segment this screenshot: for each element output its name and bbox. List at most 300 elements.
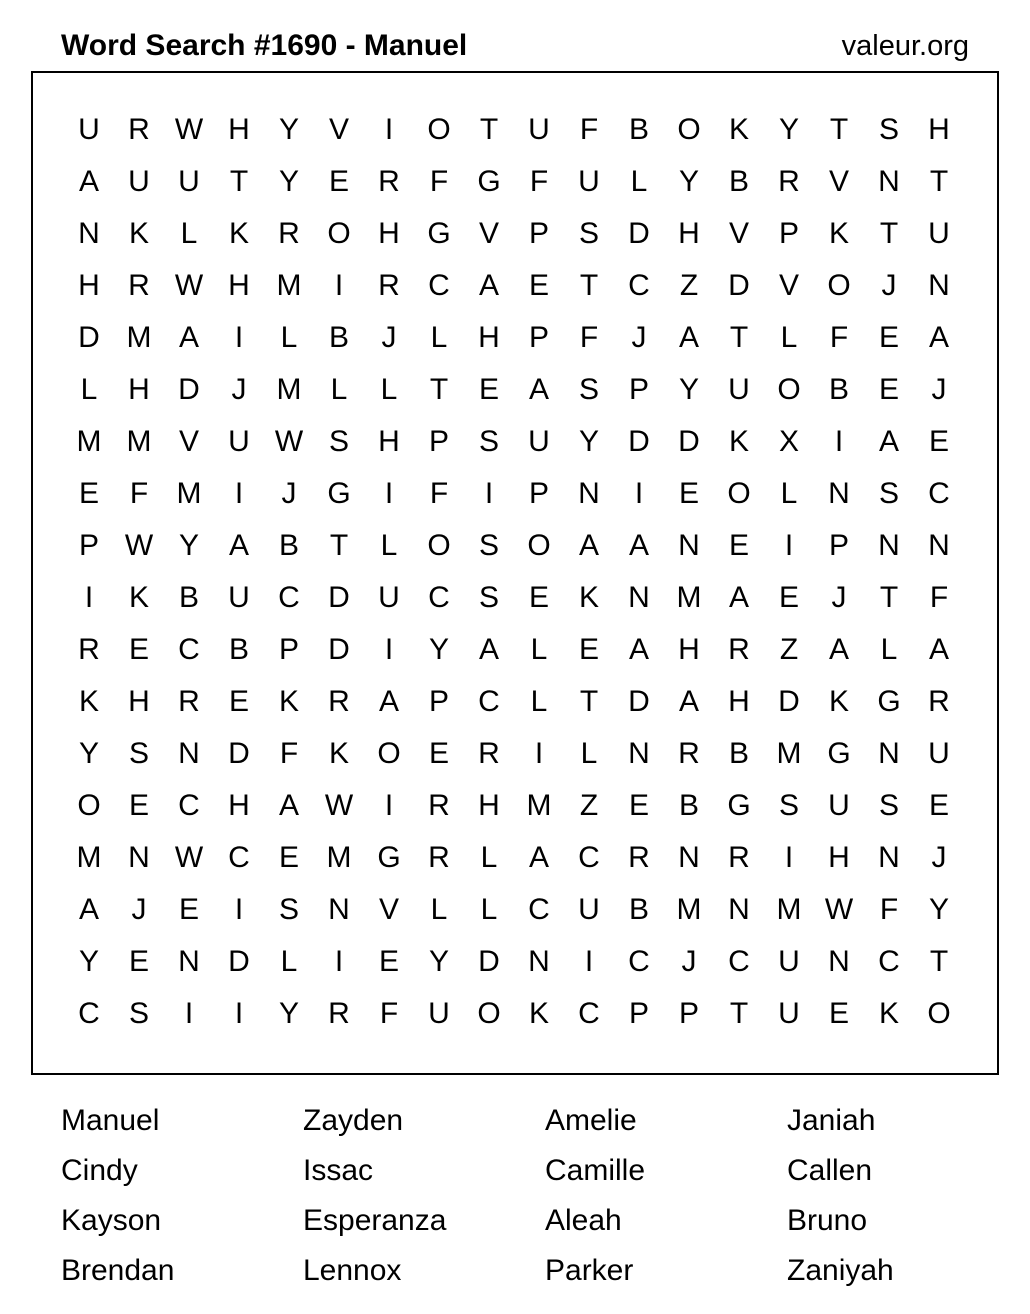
grid-letter: K [528, 997, 549, 1030]
grid-letter: A [528, 841, 549, 874]
grid-row [64, 104, 964, 156]
grid-letter: R [928, 685, 950, 718]
grid-letter: P [528, 217, 549, 250]
grid-letter: W [174, 269, 204, 302]
grid-letter: N [578, 477, 600, 510]
grid-letter: A [378, 685, 399, 718]
grid-letter: E [778, 581, 799, 614]
grid-letter: D [228, 737, 250, 770]
grid-letter: G [377, 841, 401, 874]
grid-letter: G [727, 789, 751, 822]
grid-letter: N [878, 165, 900, 198]
word-list-item: Manuel [61, 1104, 160, 1137]
grid-row [64, 364, 964, 416]
grid-letter: Y [428, 945, 449, 978]
grid-letter: U [928, 217, 950, 250]
word-list-item: Issac [303, 1154, 374, 1187]
grid-letter: L [80, 373, 98, 406]
grid-letter: Y [928, 893, 949, 926]
grid-letter: R [378, 165, 400, 198]
grid-letter: I [384, 789, 394, 822]
grid-letter: K [78, 685, 99, 718]
grid-letter: M [526, 789, 552, 822]
grid-letter: V [478, 217, 499, 250]
grid-row [64, 936, 964, 988]
grid-letter: A [678, 685, 699, 718]
grid-letter: M [126, 425, 152, 458]
grid-letter: M [126, 321, 152, 354]
grid-letter: F [429, 477, 449, 510]
grid-letter: D [778, 685, 800, 718]
grid-letter: V [728, 217, 749, 250]
grid-letter: F [579, 113, 599, 146]
grid-letter: Y [578, 425, 599, 458]
grid-row [64, 468, 964, 520]
grid-letter: I [784, 529, 794, 562]
grid-letter: I [484, 477, 494, 510]
grid-letter: J [931, 373, 947, 406]
grid-letter: O [77, 789, 101, 822]
grid-letter: E [928, 425, 949, 458]
grid-letter: V [378, 893, 399, 926]
word-list-row [61, 1246, 1029, 1296]
grid-letter: C [578, 841, 600, 874]
grid-letter: K [228, 217, 249, 250]
grid-letter: E [128, 633, 149, 666]
grid-letter: F [879, 893, 899, 926]
grid-letter: E [178, 893, 199, 926]
grid-row [64, 728, 964, 780]
grid-letter: C [628, 945, 650, 978]
header [61, 26, 969, 66]
grid-letter: J [131, 893, 147, 926]
grid-letter: U [178, 165, 200, 198]
grid-letter: F [129, 477, 149, 510]
grid-letter: H [728, 685, 750, 718]
grid-letter: E [228, 685, 249, 718]
grid-letter: R [378, 269, 400, 302]
grid-letter: N [828, 945, 850, 978]
grid-letter: C [628, 269, 650, 302]
grid-letter: H [78, 269, 100, 302]
grid-letter: F [579, 321, 599, 354]
grid-letter: Y [178, 529, 199, 562]
word-list-item: Zaniyah [787, 1254, 894, 1287]
grid-letter: A [78, 165, 99, 198]
grid-letter: R [128, 269, 150, 302]
grid-letter: T [229, 165, 249, 198]
grid-letter: R [178, 685, 200, 718]
grid-letter: L [480, 893, 498, 926]
grid-letter: H [128, 685, 150, 718]
grid-letter: L [580, 737, 598, 770]
grid-letter: I [584, 945, 594, 978]
grid-letter: J [381, 321, 397, 354]
grid-letter: C [178, 633, 200, 666]
grid-letter: A [478, 633, 499, 666]
grid-letter: F [279, 737, 299, 770]
grid-letter: K [728, 425, 749, 458]
grid-letter: J [931, 841, 947, 874]
grid-letter: J [831, 581, 847, 614]
grid-row [64, 260, 964, 312]
grid-letter: P [528, 477, 549, 510]
grid-letter: Y [278, 165, 299, 198]
grid-letter: E [828, 997, 849, 1030]
grid-letter: N [878, 529, 900, 562]
grid-letter: Y [78, 945, 99, 978]
word-list-item: Amelie [545, 1104, 637, 1137]
grid-row [64, 676, 964, 728]
grid-row [64, 624, 964, 676]
grid-letter: R [128, 113, 150, 146]
grid-letter: R [478, 737, 500, 770]
grid-letter: P [678, 997, 699, 1030]
word-list-item: Bruno [787, 1204, 868, 1237]
grid-letter: N [178, 737, 200, 770]
grid-letter: D [328, 633, 350, 666]
grid-letter: A [478, 269, 499, 302]
grid-letter: A [78, 893, 99, 926]
grid-letter: U [78, 113, 100, 146]
grid-letter: W [274, 425, 304, 458]
grid-letter: N [678, 529, 700, 562]
grid-letter: E [878, 321, 899, 354]
grid-letter: F [929, 581, 949, 614]
grid-letter: S [478, 581, 499, 614]
grid-letter: T [829, 113, 849, 146]
grid-letter: E [478, 373, 499, 406]
grid-letter: A [578, 529, 599, 562]
grid-letter: P [628, 997, 649, 1030]
grid-letter: O [327, 217, 351, 250]
grid-letter: W [124, 529, 154, 562]
grid-letter: A [228, 529, 249, 562]
grid-letter: C [728, 945, 750, 978]
grid-letter: E [278, 841, 299, 874]
grid-letter: G [427, 217, 451, 250]
grid-letter: L [430, 893, 448, 926]
grid-letter: J [881, 269, 897, 302]
grid-letter: T [879, 217, 899, 250]
grid-letter: H [478, 789, 500, 822]
word-list-item: Callen [787, 1154, 873, 1187]
grid-letter: L [880, 633, 898, 666]
grid-letter: D [228, 945, 250, 978]
grid-letter: N [928, 529, 950, 562]
grid-letter: R [728, 633, 750, 666]
grid-letter: C [78, 997, 100, 1030]
grid-letter: E [328, 165, 349, 198]
grid-letter: P [278, 633, 299, 666]
grid-letter: S [328, 425, 349, 458]
grid-letter: M [76, 841, 102, 874]
grid-row [64, 884, 964, 936]
grid-letter: C [528, 893, 550, 926]
grid-letter: I [84, 581, 94, 614]
grid-letter: O [427, 113, 451, 146]
grid-letter: T [929, 165, 949, 198]
grid-letter: C [928, 477, 950, 510]
grid-row [64, 832, 964, 884]
grid-letter: L [330, 373, 348, 406]
grid-letter: U [578, 893, 600, 926]
grid-letter: D [728, 269, 750, 302]
grid-letter: S [478, 425, 499, 458]
grid-letter: U [828, 789, 850, 822]
grid-letter: H [378, 425, 400, 458]
grid-letter: I [234, 321, 244, 354]
grid-letter: D [628, 425, 650, 458]
grid-letter: D [478, 945, 500, 978]
grid-letter: F [429, 165, 449, 198]
grid-letter: I [234, 477, 244, 510]
grid-letter: T [479, 113, 499, 146]
grid-letter: A [528, 373, 549, 406]
grid-letter: A [678, 321, 699, 354]
grid-letter: L [480, 841, 498, 874]
grid-letter: E [628, 789, 649, 822]
grid-letter: C [428, 269, 450, 302]
grid-letter: Y [678, 165, 699, 198]
grid-letter: S [878, 789, 899, 822]
grid-letter: I [634, 477, 644, 510]
grid-letter: N [928, 269, 950, 302]
grid-letter: O [777, 373, 801, 406]
grid-letter: O [677, 113, 701, 146]
grid-letter: Y [678, 373, 699, 406]
grid-letter: V [328, 113, 349, 146]
grid-letter: Z [579, 789, 599, 822]
grid-letter: R [328, 685, 350, 718]
grid-letter: K [128, 217, 149, 250]
grid-letter: R [428, 841, 450, 874]
grid-letter: P [528, 321, 549, 354]
grid-letter: R [678, 737, 700, 770]
grid-letter: S [878, 113, 899, 146]
grid-letter: G [827, 737, 851, 770]
grid-letter: K [328, 737, 349, 770]
grid-letter: I [384, 633, 394, 666]
grid-letter: I [234, 893, 244, 926]
grid-letter: T [729, 997, 749, 1030]
grid-letter: H [828, 841, 850, 874]
word-list-row [61, 1096, 1029, 1146]
grid-letter: N [878, 841, 900, 874]
grid-letter: E [128, 945, 149, 978]
grid-letter: Z [779, 633, 799, 666]
grid-letter: I [384, 477, 394, 510]
grid-letter: I [184, 997, 194, 1030]
grid-letter: R [778, 165, 800, 198]
grid-letter: U [778, 997, 800, 1030]
grid-letter: M [326, 841, 352, 874]
grid-letter: I [234, 997, 244, 1030]
grid-letter: M [276, 373, 302, 406]
grid-letter: P [428, 425, 449, 458]
grid-letter: B [228, 633, 249, 666]
grid-letter: B [178, 581, 199, 614]
grid-letter: T [579, 685, 599, 718]
grid-letter: O [377, 737, 401, 770]
grid-letter: A [928, 633, 949, 666]
grid-letter: S [578, 217, 599, 250]
grid-letter: B [278, 529, 299, 562]
grid-letter: I [384, 113, 394, 146]
grid-letter: N [78, 217, 100, 250]
site-name: valeur.org [841, 29, 969, 62]
grid-letter: M [676, 581, 702, 614]
grid-letter: L [630, 165, 648, 198]
grid-letter: H [228, 269, 250, 302]
grid-letter: A [878, 425, 899, 458]
word-list-item: Zayden [303, 1104, 404, 1137]
grid-letter: H [678, 633, 700, 666]
grid-letter: O [527, 529, 551, 562]
grid-letter: R [628, 841, 650, 874]
grid-letter: O [427, 529, 451, 562]
grid-letter: N [728, 893, 750, 926]
grid-letter: K [828, 685, 849, 718]
grid-letter: M [276, 269, 302, 302]
grid-row [64, 312, 964, 364]
grid-row [64, 572, 964, 624]
grid-letter: E [928, 789, 949, 822]
grid-letter: L [380, 529, 398, 562]
grid-letter: O [927, 997, 951, 1030]
grid-letter: B [628, 893, 649, 926]
grid-letter: S [128, 997, 149, 1030]
grid-letter: V [828, 165, 849, 198]
grid-letter: C [578, 997, 600, 1030]
grid-letter: D [678, 425, 700, 458]
grid-letter: T [929, 945, 949, 978]
grid-letter: H [678, 217, 700, 250]
puzzle-title: Word Search #1690 - Manuel [61, 29, 468, 62]
grid-letter: R [728, 841, 750, 874]
grid-letter: J [631, 321, 647, 354]
letter-grid [64, 104, 964, 1040]
grid-letter: D [628, 685, 650, 718]
grid-letter: B [728, 165, 749, 198]
grid-letter: V [178, 425, 199, 458]
grid-letter: M [76, 425, 102, 458]
grid-letter: A [278, 789, 299, 822]
grid-row [64, 520, 964, 572]
grid-letter: E [378, 945, 399, 978]
grid-letter: B [328, 321, 349, 354]
grid-letter: G [327, 477, 351, 510]
word-list-item: Cindy [61, 1154, 138, 1187]
grid-letter: A [178, 321, 199, 354]
grid-letter: H [478, 321, 500, 354]
word-list-item: Kayson [61, 1204, 162, 1237]
grid-letter: M [176, 477, 202, 510]
grid-letter: L [530, 633, 548, 666]
grid-letter: A [628, 529, 649, 562]
grid-letter: N [328, 893, 350, 926]
grid-letter: T [579, 269, 599, 302]
grid-letter: H [378, 217, 400, 250]
word-list [61, 1096, 1029, 1296]
grid-letter: M [676, 893, 702, 926]
grid-letter: K [578, 581, 599, 614]
grid-letter: U [578, 165, 600, 198]
grid-letter: H [228, 113, 250, 146]
grid-letter: U [228, 425, 250, 458]
grid-letter: S [778, 789, 799, 822]
grid-letter: U [778, 945, 800, 978]
grid-letter: G [877, 685, 901, 718]
grid-letter: M [776, 737, 802, 770]
grid-letter: O [477, 997, 501, 1030]
grid-letter: I [784, 841, 794, 874]
grid-letter: S [278, 893, 299, 926]
grid-row [64, 156, 964, 208]
grid-letter: R [278, 217, 300, 250]
grid-letter: J [231, 373, 247, 406]
grid-letter: L [780, 321, 798, 354]
grid-letter: L [280, 321, 298, 354]
grid-letter: E [728, 529, 749, 562]
word-list-item: Aleah [545, 1204, 622, 1237]
grid-letter: J [681, 945, 697, 978]
grid-letter: T [329, 529, 349, 562]
grid-letter: R [78, 633, 100, 666]
grid-letter: E [528, 269, 549, 302]
grid-letter: C [278, 581, 300, 614]
grid-letter: D [328, 581, 350, 614]
grid-letter: I [834, 425, 844, 458]
grid-letter: S [478, 529, 499, 562]
grid-letter: Y [78, 737, 99, 770]
grid-letter: T [429, 373, 449, 406]
grid-letter: E [678, 477, 699, 510]
grid-letter: U [428, 997, 450, 1030]
grid-letter: O [727, 477, 751, 510]
grid-letter: E [78, 477, 99, 510]
grid-letter: U [378, 581, 400, 614]
grid-letter: N [128, 841, 150, 874]
grid-letter: S [878, 477, 899, 510]
grid-letter: P [778, 217, 799, 250]
grid-letter: P [628, 373, 649, 406]
grid-letter: B [828, 373, 849, 406]
grid-letter: E [578, 633, 599, 666]
grid-letter: F [529, 165, 549, 198]
grid-letter: K [128, 581, 149, 614]
grid-letter: U [728, 373, 750, 406]
word-list-item: Janiah [787, 1104, 876, 1137]
grid-letter: K [828, 217, 849, 250]
grid-letter: I [334, 945, 344, 978]
word-list-row [61, 1146, 1029, 1196]
word-list-item: Camille [545, 1154, 646, 1187]
grid-letter: Y [428, 633, 449, 666]
grid-row [64, 416, 964, 468]
grid-letter: V [778, 269, 799, 302]
grid-letter: A [628, 633, 649, 666]
grid-letter: E [528, 581, 549, 614]
grid-letter: E [128, 789, 149, 822]
grid-letter: I [334, 269, 344, 302]
grid-letter: C [178, 789, 200, 822]
grid-letter: B [678, 789, 699, 822]
word-list-item: Brendan [61, 1254, 175, 1287]
grid-letter: L [280, 945, 298, 978]
grid-letter: L [780, 477, 798, 510]
grid-row [64, 780, 964, 832]
